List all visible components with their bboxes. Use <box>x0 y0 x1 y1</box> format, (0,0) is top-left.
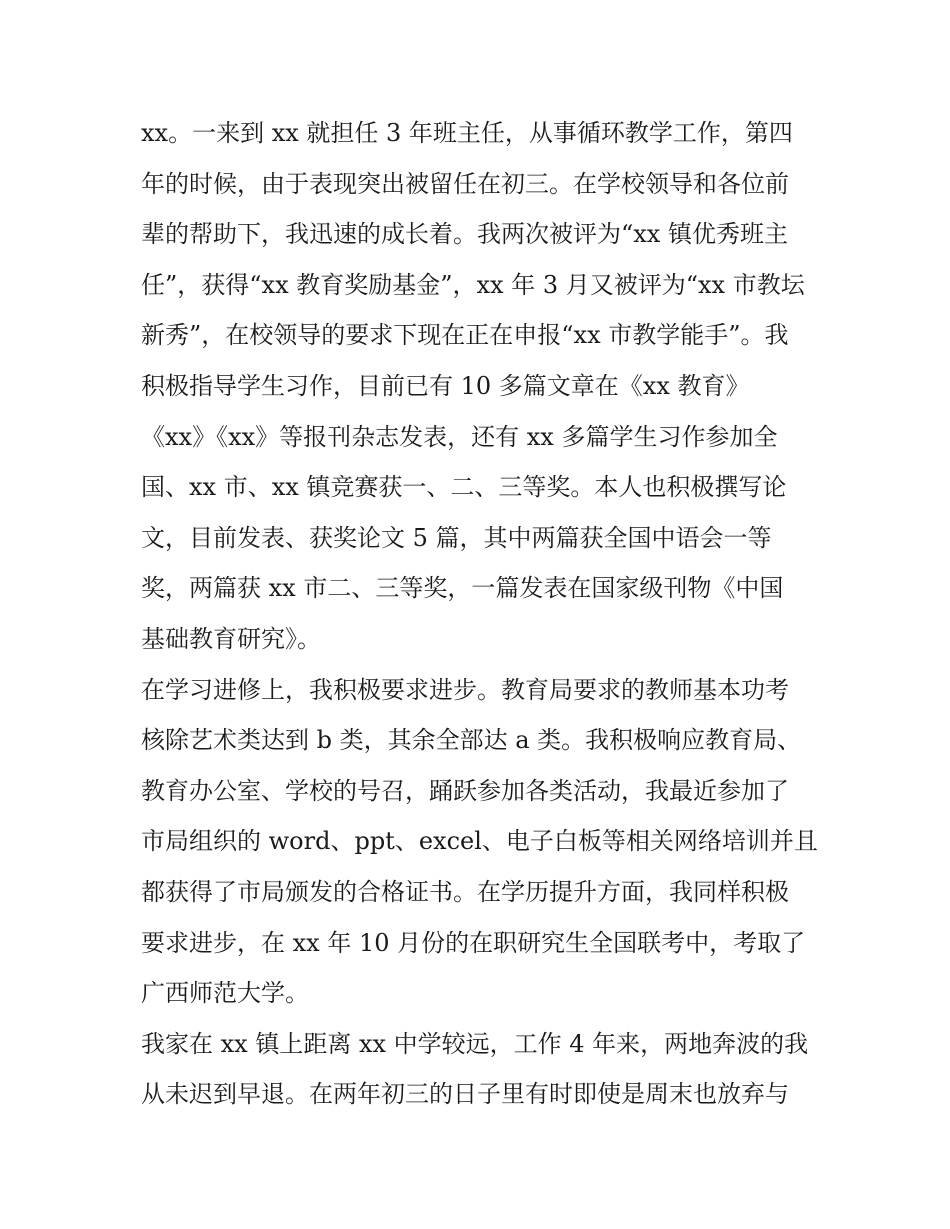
text-line: xx。一来到 xx 就担任 3 年班主任，从事循环教学工作，第四 <box>141 119 793 147</box>
text-line: 从未迟到早退。在两年初三的日子里有时即使是周末也放弃与 <box>141 1080 789 1109</box>
text-line: 在学习进修上，我积极要求进步。教育局要求的教师基本功考 <box>141 675 789 704</box>
text-line: 文，目前发表、获奖论文 5 篇，其中两篇获全国中语会一等 <box>141 523 772 552</box>
text-line: 《xx》《xx》等报刊杂志发表，还有 xx 多篇学生习作参加全 <box>141 422 778 451</box>
text-line: 要求进步，在 xx 年 10 月份的在职研究生全国联考中，考取了 <box>141 928 806 957</box>
text-line: 都获得了市局颁发的合格证书。在学历提升方面，我同样积极 <box>141 877 789 906</box>
text-line: 基础教育研究》。 <box>141 624 321 653</box>
text-line: 国、xx 市、xx 镇竞赛获一、二、三等奖。本人也积极撰写论 <box>141 473 787 502</box>
text-line: 新秀”，在校领导的要求下现在正在申报“xx 市教学能手”。我 <box>141 321 789 350</box>
text-line: 广西师范大学。 <box>141 979 309 1008</box>
text-line: 我家在 xx 镇上距离 xx 中学较远，工作 4 年来，两地奔波的我 <box>141 1029 809 1058</box>
text-line: 奖，两篇获 xx 市二、三等奖，一篇发表在国家级刊物《中国 <box>141 574 784 603</box>
text-line: 辈的帮助下，我迅速的成长着。我两次被评为“xx 镇优秀班主 <box>141 220 788 249</box>
text-line: 年的时候，由于表现突出被留任在初三。在学校领导和各位前 <box>141 169 789 198</box>
text-line: 市局组织的 word、ppt、excel、电子白板等相关网络培训并且 <box>141 827 818 856</box>
text-line: 教育办公室、学校的号召，踊跃参加各类活动，我最近参加了 <box>141 776 789 805</box>
text-line: 核除艺术类达到 b 类，其余全部达 a 类。我积极响应教育局、 <box>141 726 802 755</box>
text-line: 积极指导学生习作，目前已有 10 多篇文章在《xx 教育》 <box>141 371 750 400</box>
document-body <box>141 108 821 1120</box>
text-line: 任”，获得“xx 教育奖励基金”，xx 年 3 月又被评为“xx 市教坛 <box>141 270 805 299</box>
